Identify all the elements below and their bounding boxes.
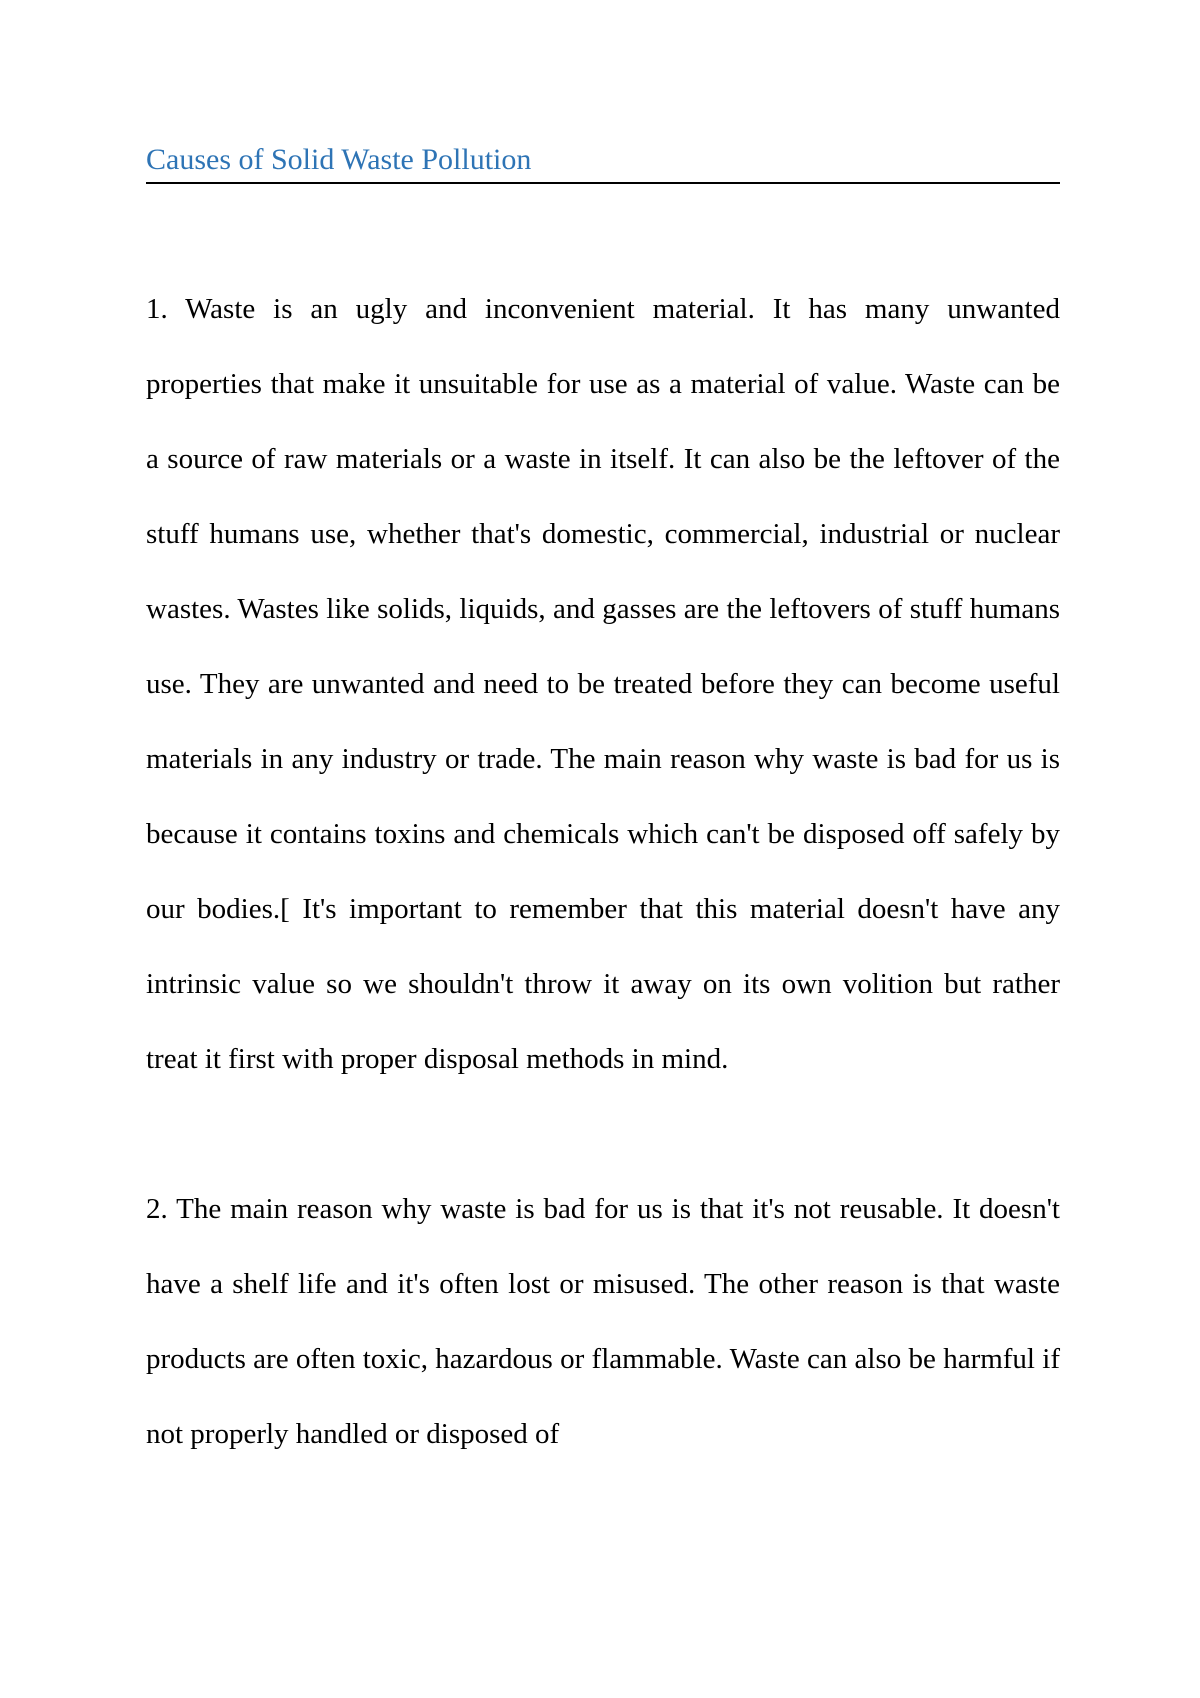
document-title: Causes of Solid Waste Pollution (146, 140, 1060, 184)
paragraph-causes-2: 2. The main reason why waste is bad for us is that it's not reusable. It doesn't have a shelf life and it's often lost or misused. The other reason is that waste products are often toxic, hazardous or flammable. Waste can also be harmful if not properly handled or disposed of (146, 1193, 1060, 1450)
paragraph-causes-1: 1. Waste is an ugly and inconvenient material. It has many unwanted properties that make it unsuitable for use as a material of value. Waste can be a source of raw materials or a waste in itself. It can also be the leftover of the stuff humans use, whether that's domestic, commercial, industrial or nuclear wastes. Wastes like solids, liquids, and gasses are the leftovers of stuff humans use. They are unwanted and need to be treated before they can become useful materials in any industry or trade. The main reason why waste is bad for us is because it contains toxins and chemicals which can't be disposed off safely by our bodies.[ It's important to remember that this material doesn't have any intrinsic value so we shouldn't throw it away on its own volition but rather treat it first with proper disposal methods in mind. (146, 293, 1060, 1075)
document-body (146, 140, 1060, 1472)
